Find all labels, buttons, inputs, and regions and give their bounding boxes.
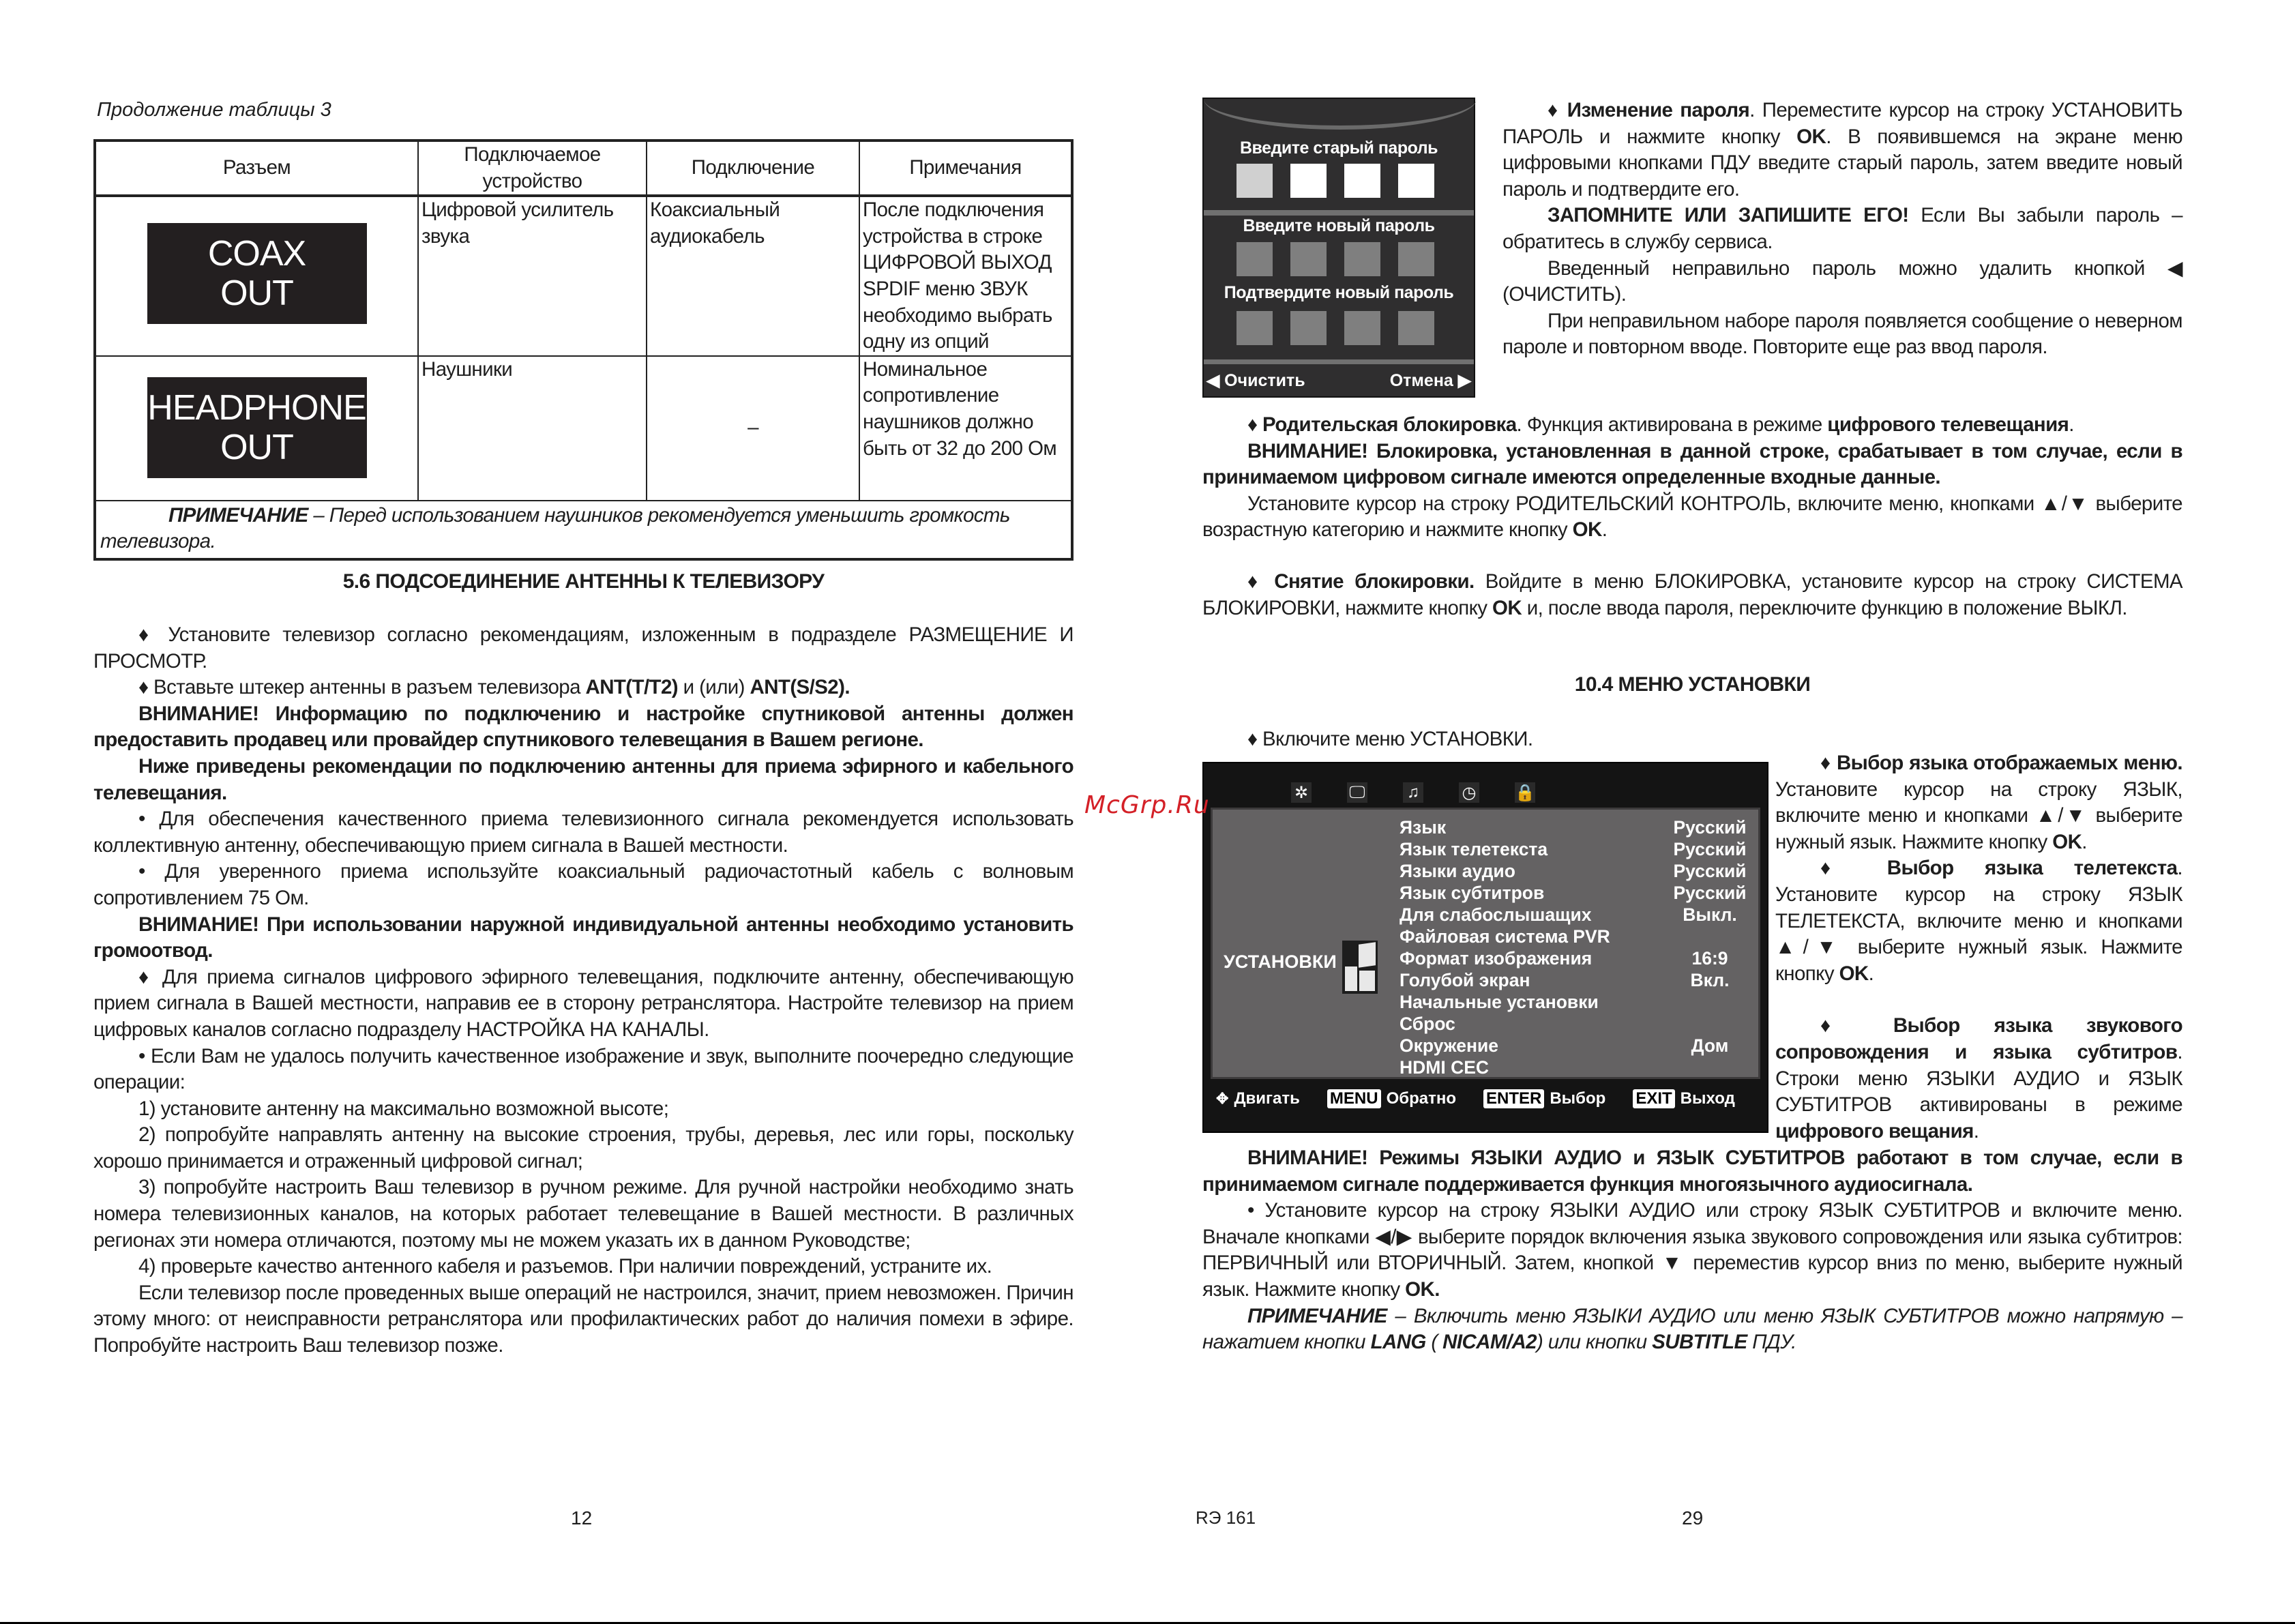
new-password-input[interactable] bbox=[1237, 242, 1434, 276]
menu-item-blue-screen[interactable]: Голубой экран Вкл. bbox=[1400, 970, 1730, 990]
menu-item-language[interactable]: Язык Русский bbox=[1400, 817, 1747, 838]
pin-digit[interactable] bbox=[1237, 311, 1273, 345]
menu-item-environment[interactable]: Окружение Дом bbox=[1400, 1035, 1729, 1056]
pin-digit[interactable] bbox=[1290, 242, 1327, 276]
col-header-notes: Примечания bbox=[859, 141, 1072, 196]
unlock-text: ♦ Снятие блокировки. Войдите в меню БЛОКИРОВКА, установите курсор на строку СИСТЕМА БЛОКИРОВКИ, нажмите кнопку OK и, после ввода пароля, переключите функцию в положение ВЫКЛ. bbox=[1202, 570, 2182, 619]
col-header-jack: Разъем bbox=[95, 141, 418, 196]
divider bbox=[1204, 210, 1474, 216]
lock-icon[interactable]: 🔒 bbox=[1515, 783, 1535, 802]
connection-cell: – bbox=[647, 356, 859, 501]
clear-button[interactable]: ◀ Очистить bbox=[1206, 371, 1305, 390]
watermark: McGrp.Ru bbox=[1084, 791, 1210, 819]
note-label: ПРИМЕЧАНИЕ bbox=[168, 503, 308, 527]
clock-icon[interactable]: ◷ bbox=[1459, 782, 1479, 803]
password-dialog bbox=[1202, 98, 1475, 398]
menu-item-hdmi-cec[interactable]: HDMI CEC bbox=[1400, 1057, 1490, 1078]
table-note-row bbox=[95, 501, 1072, 559]
menu-item-first-setup[interactable]: Начальные установки bbox=[1400, 992, 1599, 1012]
setup-icon bbox=[1342, 941, 1378, 994]
menu-hint-bar: ✥ Двигать MENU Обратно ENTER Выбор EXIT Выход bbox=[1216, 1089, 1735, 1108]
antenna-text: ♦ Установите телевизор согласно рекомендациям, изложенным в подразделе РАЗМЕЩЕНИЕ И ПРОСМОТР. ♦ Вставьте штекер антенны в разъем телевизора ANT(T/T2) и (или) ANT(S/S2). ВНИМАНИЕ! Информацию по подключению и настройке спутниковой антенны должен предоставить продавец или провайдер спутникового телевещания в Вашем регионе. Ниже приведены рекомендации по подключению антенны для приема эфирного и кабельного телевещания. • Для обеспечения качественного приема телевизионного сигнала рекомендуется использовать коллективную антенну, обеспечивающую прием сигнала в Вашей местности. • Для уверенного приема используйте коаксиальный радиочастотный кабель с волновым сопротивлением 75 Ом. ВНИМАНИЕ! При использовании наружной индивидуальной антенны необходимо установить громоотвод. ♦ Для приема сигналов цифрового эфирного телевещания, подключите антенну, обеспечивающую прием сигнала в Вашей местности, направив ее в сторону ретранслятора. Настройте телевизор на прием цифровых каналов согласно подразделу НАСТРОЙКА НА КАНАЛЫ. • Если Вам не удалось получить качественное изображение и звук, выполните поочередно следующие операции: 1) установите антенну на максимально возможной высоте; 2) попробуйте направлять антенну на высокие строения, трубы, деревья, лес или горы, поскольку хорошо принимается и отраженный цифровой сигнал; 3) попробуйте настроить Ваш телевизор в ручном режиме. Для ручной настройки необходимо знать номера телевизионных каналов, на которых работает телевещание в Вашей местности. В различных регионах эти номера отличаются, поэтому мы не можем указать их в данном Руководстве; 4) проверьте качество антенного кабеля и разъемов. При наличии повреждений, устраните их. Если телевизор после проведенных выше операций не настроился, значит, прием невозможен. Причин этому много: от неисправности ретранслятора или профилактических работ до наличия помехи в эфире. Попробуйте настроить Ваш телевизор позже. bbox=[93, 623, 1074, 1357]
language-select-text: ♦ Выбор языка отображаемых меню. Установите курсор на строку ЯЗЫК, включите меню и кнопками ▲/▼ выберите нужный язык. Нажмите кнопку OK. ♦ Выбор языка телетекста. Установите курсор на строку ЯЗЫК ТЕЛЕТЕКСТА, включите меню и кнопками ▲/▼ выберите нужный язык. Нажмите кнопку OK. ♦ Выбор языка звукового сопровождения и языка субтитров. Строки меню ЯЗЫКИ АУДИО и ЯЗЫК СУБТИТРОВ активированы в режиме цифрового вещания. bbox=[1775, 752, 2182, 1142]
note-text: – Перед использованием наушников рекомендуется уменьшить громкость телевизора. bbox=[100, 503, 1010, 553]
table-caption: Продолжение таблицы 3 bbox=[97, 99, 331, 121]
audio-subtitles-text: ВНИМАНИЕ! Режимы ЯЗЫКИ АУДИО и ЯЗЫК СУБТИТРОВ работают в том случае, если в принимаемом сигнале поддерживается функция многоязычного аудиосигнала. • Установите курсор на строку ЯЗЫКИ АУДИО или строку ЯЗЫК СУБТИТРОВ и включите меню. Вначале кнопками ◀/▶ выберите порядок включения языка звукового сопровождения или языка субтитров: ПЕРВИЧНЫЙ или ВТОРИЧНЫЙ. Затем, кнопкой ▼ переместив курсор вниз по меню, выберите нужный язык. Нажмите кнопку OK. ПРИМЕЧАНИЕ – Включить меню ЯЗЫКИ АУДИО или меню ЯЗЫК СУБТИТРОВ можно напрямую – нажатием кнопки LANG ( NICAM/A2) или кнопки SUBTITLE ПДУ. bbox=[1202, 1145, 2182, 1356]
menu-item-pvr-filesystem[interactable]: Файловая система PVR bbox=[1400, 926, 1610, 947]
menu-key: MENU bbox=[1327, 1089, 1381, 1108]
decorative-arc bbox=[1204, 99, 1477, 130]
warning-satellite: ВНИМАНИЕ! Информацию по подключению и настройке спутниковой антенны должен предоставить продавец или провайдер спутникового телевещания в Вашем регионе. bbox=[93, 702, 1074, 752]
coax-out-label: COAX OUT bbox=[147, 223, 367, 324]
document-code: RЭ 161 bbox=[1196, 1507, 1256, 1528]
device-cell: Наушники bbox=[418, 356, 647, 501]
change-password-text: ♦ Изменение пароля. Переместите курсор на строку УСТАНОВИТЬ ПАРОЛЬ и нажмите кнопку OK. В появившемся на экране меню цифровыми кнопками ПДУ введите старый пароль, затем введите новый пароль и подтвердите его. ЗАПОМНИТЕ ИЛИ ЗАПИШИТЕ ЕГО! Если Вы забыли пароль – обратитесь в службу сервиса. Введенный неправильно пароль можно удалить кнопкой ◀ (ОЧИСТИТЬ). При неправильном наборе пароля появляется сообщение о неверном пароле и повторном вводе. Повторите еще раз ввод пароля. bbox=[1502, 99, 2182, 359]
cancel-button[interactable]: Отмена ▶ bbox=[1389, 371, 1471, 390]
notes-cell: Номинальное сопротивление наушников должно быть от 32 до 200 Ом bbox=[859, 356, 1072, 501]
old-password-label: Введите старый пароль bbox=[1240, 138, 1438, 158]
jack-cell bbox=[95, 196, 418, 356]
menu-items bbox=[1400, 816, 1754, 1078]
confirm-password-label: Подтвердите новый пароль bbox=[1224, 283, 1454, 302]
pin-digit[interactable] bbox=[1398, 164, 1434, 198]
connectors-table bbox=[93, 139, 1074, 561]
old-password-input[interactable] bbox=[1237, 164, 1434, 198]
table-header-row bbox=[95, 141, 1072, 196]
menu-tabs bbox=[1291, 777, 1599, 808]
menu-item-teletext-language[interactable]: Язык телетекста Русский bbox=[1400, 839, 1747, 859]
parental-lock-text: ♦ Родительская блокировка. Функция активирована в режиме цифрового телевещания. ВНИМАНИЕ! Блокировка, установленная в данной строке, срабатывает в том случае, если в принимаемом цифровом сигнале имеются определенные входные данные. Установите курсор на строку РОДИТЕЛЬСКИЙ КОНТРОЛЬ, включите меню, кнопками ▲/▼ выберите возрастную категорию и нажмите кнопку OK. bbox=[1202, 413, 2182, 542]
notes-cell: После подключения устройства в строке ЦИФРОВОЙ ВЫХОД SPDIF меню ЗВУК необходимо выбрать одну из опций bbox=[859, 196, 1072, 356]
menu-item-subtitle-language[interactable]: Язык субтитров Русский bbox=[1400, 883, 1747, 903]
navigate-arrows-icon: ✥ bbox=[1216, 1090, 1229, 1107]
warning-lightning: ВНИМАНИЕ! При использовании наружной индивидуальной антенны необходимо установить громоотвод. bbox=[93, 913, 1074, 962]
pin-digit[interactable] bbox=[1398, 311, 1434, 345]
menu-item-aspect-ratio[interactable]: Формат изображения 16:9 bbox=[1400, 948, 1728, 969]
menu-intro: ♦ Включите меню УСТАНОВКИ. bbox=[1247, 728, 1533, 750]
menu-item-hearing-impaired[interactable]: Для слабослышащих Выкл. bbox=[1400, 904, 1737, 925]
pin-digit[interactable] bbox=[1290, 311, 1327, 345]
table-row bbox=[95, 356, 1072, 501]
music-note-icon[interactable]: ♫ bbox=[1403, 782, 1423, 803]
section-title: 5.6 ПОДСОЕДИНЕНИЕ АНТЕННЫ К ТЕЛЕВИЗОРУ bbox=[342, 570, 825, 593]
pin-digit[interactable] bbox=[1398, 242, 1434, 276]
monitor-icon[interactable]: 🖵 bbox=[1347, 782, 1367, 803]
menu-item-reset[interactable]: Сброс bbox=[1400, 1014, 1455, 1034]
gear-icon[interactable]: ✲ bbox=[1291, 782, 1312, 803]
pin-digit[interactable] bbox=[1237, 164, 1273, 198]
device-cell: Цифровой усилитель звука bbox=[418, 196, 647, 356]
page-number-right: 29 bbox=[1682, 1507, 1704, 1529]
jack-cell bbox=[95, 356, 418, 501]
pin-digit[interactable] bbox=[1237, 242, 1273, 276]
col-header-device: Подключаемое устройство bbox=[418, 141, 647, 196]
pin-digit[interactable] bbox=[1344, 311, 1380, 345]
menu-item-audio-language[interactable]: Языки аудио Русский bbox=[1400, 861, 1747, 881]
pin-digit[interactable] bbox=[1344, 164, 1380, 198]
menu-section-label: УСТАНОВКИ bbox=[1224, 951, 1337, 972]
settings-grid-icon[interactable] bbox=[1571, 777, 1599, 808]
menu-panel bbox=[1211, 808, 1760, 1079]
section-title: 10.4 МЕНЮ УСТАНОВКИ bbox=[1574, 673, 1811, 696]
pin-digit[interactable] bbox=[1290, 164, 1327, 198]
table-row bbox=[95, 196, 1072, 356]
exit-key: EXIT bbox=[1633, 1089, 1674, 1108]
settings-menu bbox=[1202, 762, 1768, 1133]
page-number-left: 12 bbox=[571, 1507, 593, 1529]
col-header-connection: Подключение bbox=[647, 141, 859, 196]
divider bbox=[1204, 359, 1474, 364]
new-password-label: Введите новый пароль bbox=[1243, 216, 1435, 235]
pin-digit[interactable] bbox=[1344, 242, 1380, 276]
confirm-password-input[interactable] bbox=[1237, 311, 1434, 345]
audio-note: ПРИМЕЧАНИЕ – Включить меню ЯЗЫКИ АУДИО или меню ЯЗЫК СУБТИТРОВ можно напрямую – нажатием кнопки LANG ( NICAM/A2) или кнопки SUBTITLE ПДУ. bbox=[1202, 1304, 2182, 1354]
headphone-out-label: HEADPHONE OUT bbox=[147, 377, 367, 478]
connection-cell: Коаксиальный аудиокабель bbox=[647, 196, 859, 356]
enter-key: ENTER bbox=[1483, 1089, 1544, 1108]
